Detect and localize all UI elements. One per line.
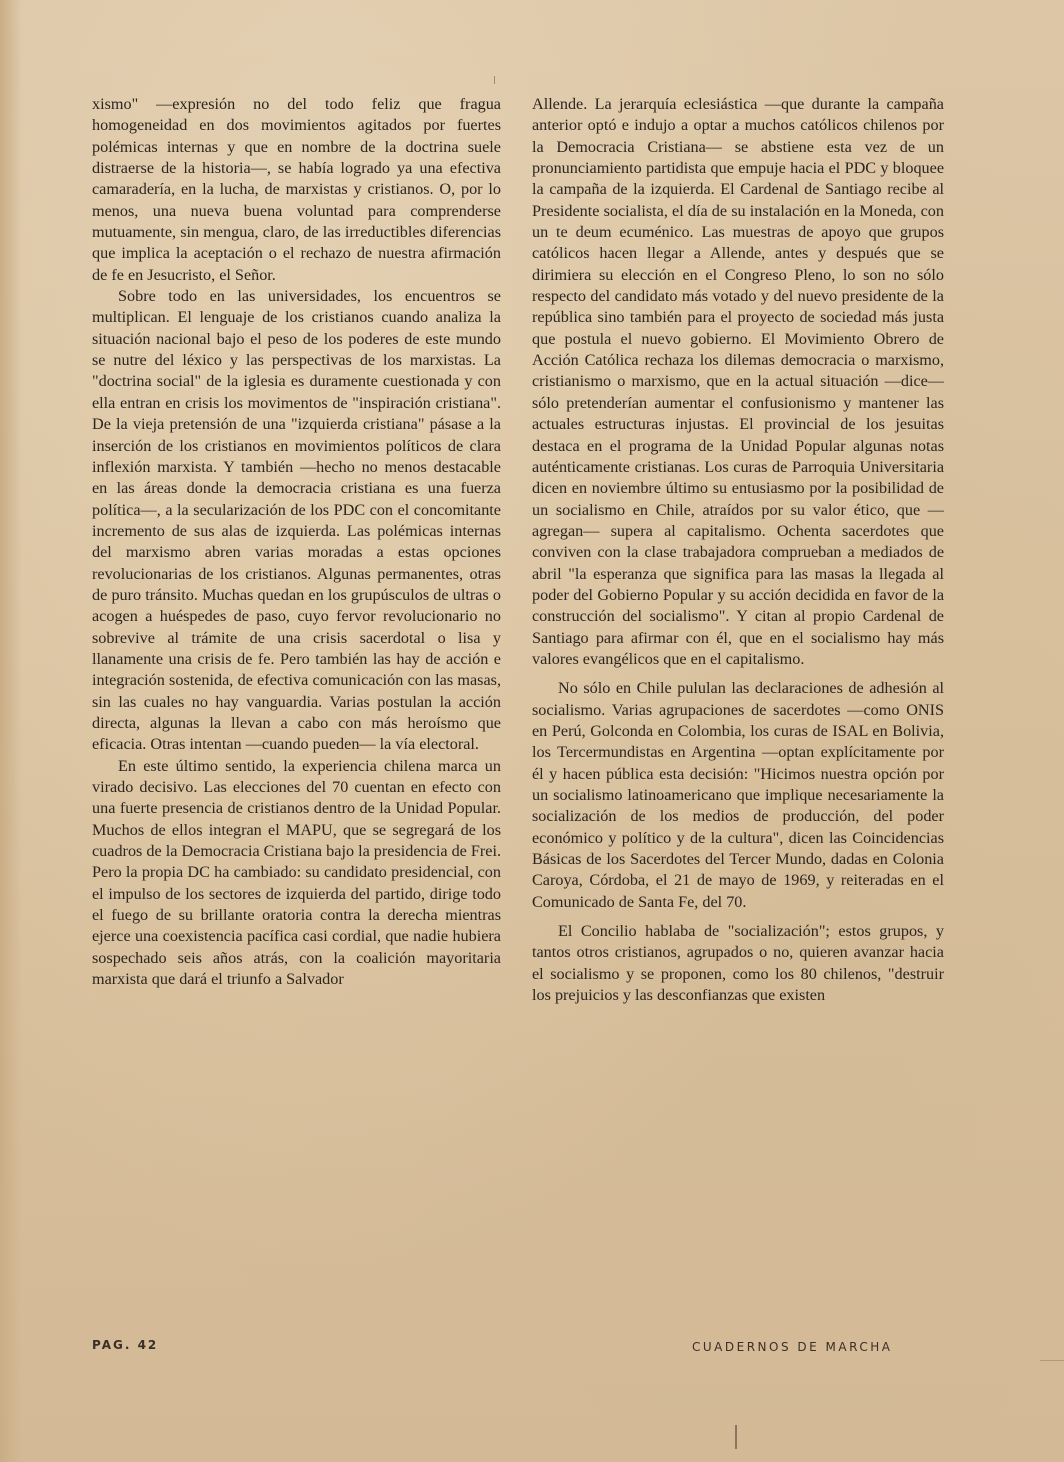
left-text-column bbox=[92, 94, 501, 990]
paper-edge-mark bbox=[1040, 1360, 1064, 1361]
paper-mark-bottom bbox=[735, 1425, 737, 1449]
page-number: PAG. 42 bbox=[92, 1338, 159, 1352]
right-paragraph-2: No sólo en Chile pululan las declaraciones de adhesión al socialismo. Varias agrupaciones de sacerdotes —como ONIS en Perú, Golconda en Colombia, los curas de ISAL en Bolivia, los Tercermundistas en Argentina —optan explícitamente por él y hacen pública esta decisión: "Hicimos nuestra opción por un socialismo latinoamericano que implique necesariamente la socialización de los medios de producción, del poder económico y político y de la cultura", dicen las Coincidencias Básicas de los Sacerdotes del Tercer Mundo, dadas en Colonia Caroya, Córdoba, el 21 de mayo de 1969, y reiteradas en el Comunicado de Santa Fe, del 70. bbox=[532, 679, 944, 911]
right-text-column bbox=[532, 94, 944, 1006]
paper-mark-top bbox=[494, 76, 495, 84]
page-binding-shadow bbox=[0, 0, 22, 1462]
right-paragraph-3: El Concilio hablaba de "socialización"; estos grupos, y tantos otros cristianos, agrupados o no, quieren avanzar hacia el socialismo y se proponen, como los 80 chilenos, "destruir los prejuicios y las desconfianzas que existen bbox=[532, 922, 944, 1005]
publication-name: CUADERNOS DE MARCHA bbox=[692, 1340, 893, 1354]
right-paragraph-1: Allende. La jerarquía eclesiástica —que durante la campaña anterior optó e indujo a optar a muchos católicos chilenos por la Democracia Cristiana— se abstiene esta vez de un pronunciamiento partidista que empuje hacia el PDC y bloquee la campaña de la izquierda. El Cardenal de Santiago recibe al Presidente socialista, el día de su instalación en la Moneda, con un te deum ecuménico. Las muestras de apoyo que grupos católicos hacen llegar a Allende, antes y después que se dirimiera su elección en el Congreso Pleno, lo son no sólo respecto del candidato más votado y del nuevo presidente de la república sino también para el proyecto de sociedad más justa que postula el nuevo gobierno. El Movimiento Obrero de Acción Católica rechaza los dilemas democracia o marxismo, cristianismo o marxismo, que en la actual situación —dice— sólo pretenderían aumentar el confusionismo y mantener las actuales estructuras injustas. El provincial de los jesuitas destaca en el programa de la Unidad Popular algunas notas auténticamente cristianas. Los curas de Parroquia Universitaria dicen en noviembre último su entusiasmo por la posibilidad de un socialismo en Chile, atraídos por su valor ético, que —agregan— supera al capitalismo. Ochenta sacerdotes que conviven con la clase trabajadora comprueban a mediados de abril "la esperanza que significa para las masas la llegada al poder del Gobierno Popular y su acción decidida en favor de la construcción del socialismo". Y citan al propio Cardenal de Santiago para afirmar con él, que en el socialismo hay más valores evangélicos que en el capitalismo. bbox=[532, 95, 944, 668]
left-paragraph-2: Sobre todo en las universidades, los encuentros se multiplican. El lenguaje de los cristianos cuando analiza la situación nacional bajo el peso de los poderes de este mundo se nutre del léxico y las perspectivas de los marxistas. La "doctrina social" de la iglesia es duramente cuestionada y con ella entran en crisis los movimentos de "inspiración cristiana". De la vieja pretensión de una "izquierda cristiana" pásase a la inserción de los cristianos en movimientos políticos de clara inflexión marxista. Y también —hecho no menos destacable en las áreas donde la democracia cristiana es una fuerza política—, a la secularización de los PDC con el concomitante incremento de sus alas de izquierda. Las polémicas internas del marxismo abren varias moradas a estas opciones revolucionarias de los cristianos. Algunas permanentes, otras de puro tránsito. Muchas quedan en los grupúsculos de ultras o acogen a huéspedes de paso, cuyo fervor revolucionario no sobrevive al trámite de una crisis sacerdotal o lisa y llanamente una crisis de fe. Pero también las hay de acción e integración sostenida, de efectiva comunicación con las masas, sin las cuales no hay vanguardia. Varias postulan la acción directa, algunas la llevan a cabo con más heroísmo que eficacia. Otras intentan —cuando pueden— la vía electoral. bbox=[92, 287, 501, 754]
left-paragraph-3: En este último sentido, la experiencia chilena marca un virado decisivo. Las elecciones del 70 cuentan en efecto con una fuerte presencia de cristianos dentro de la Unidad Popular. Muchos de ellos integran el MAPU, que se segregará de los cuadros de la Democracia Cristiana bajo la presidencia de Frei. Pero la propia DC ha cambiado: su candidato presidencial, con el impulso de los sectores de izquierda del partido, dirige todo el fuego de su brillante oratoria contra la derecha mientras ejerce una coexistencia pacífica casi cordial, que nadie hubiera sospechado seis años atrás, con la coalición mayoritaria marxista que dará el triunfo a Salvador bbox=[92, 756, 502, 989]
left-paragraph-1: xismo" —expresión no del todo feliz que fragua homogeneidad en dos movimientos agitados por fuertes polémicas internas y que en nombre de la doctrina suele distraerse de la historia—, se había logrado ya una efectiva camaradería, en la lucha, de marxistas y cristianos. O, por lo menos, una nueva buena voluntad para comprenderse mutuamente, sin mengua, claro, de las irreductibles diferencias que implica la aceptación o el rechazo de nuestra afirmación de fe en Jesucristo, el Señor. bbox=[92, 95, 501, 284]
